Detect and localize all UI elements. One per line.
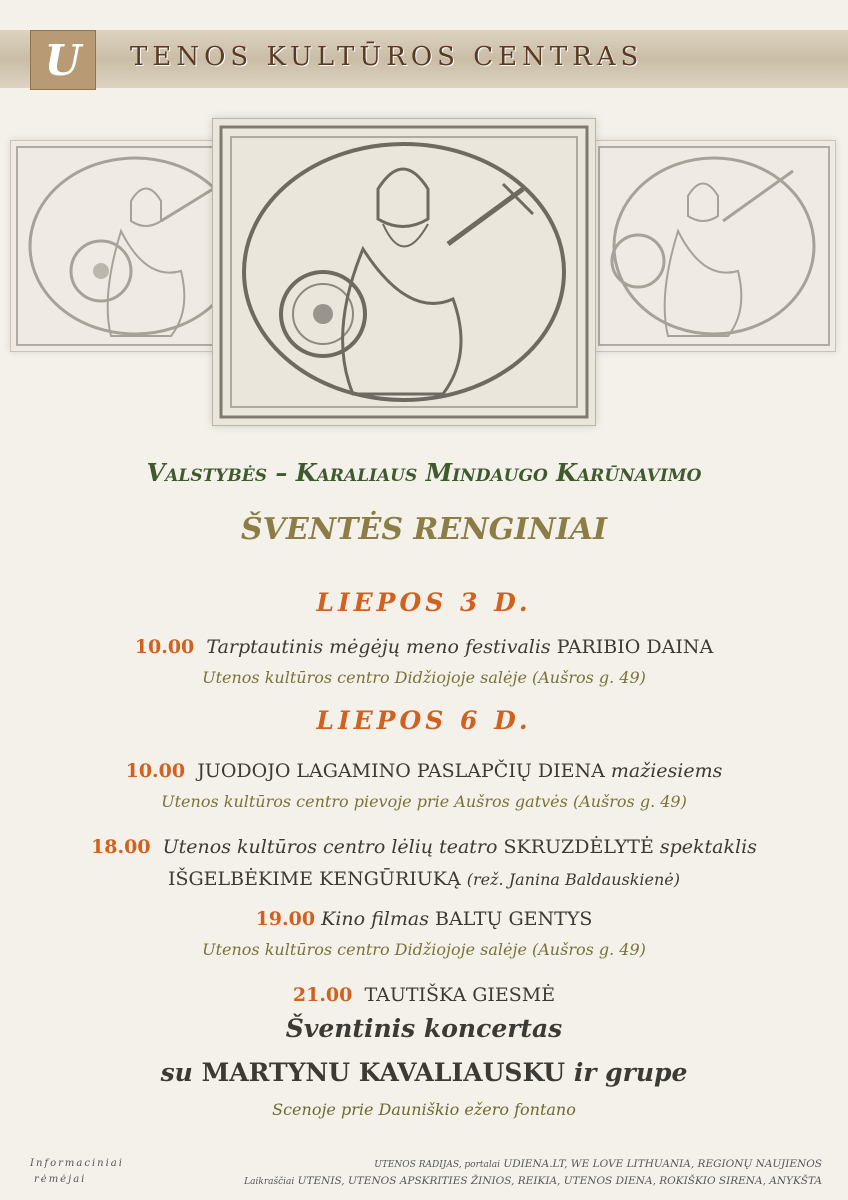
event-skruzdelyte — [0, 836, 848, 858]
date-july-6: LIEPOS 6 D. — [316, 706, 532, 735]
performer-prefix: su — [160, 1058, 193, 1087]
sponsors-line2-prefix: Laikraščiai — [244, 1177, 295, 1187]
event-name: TAUTIŠKA GIESMĖ — [364, 984, 556, 1006]
event-venue: Utenos kultūros centro Didžiojoje salėje (Aušros g. 49) — [202, 668, 646, 687]
event-venue: Utenos kultūros centro Didžiojoje salėje (Aušros g. 49) — [202, 940, 646, 959]
event-juodojo-lagamino — [0, 760, 848, 782]
event-tautiska-giesme — [0, 984, 848, 1006]
event-suffix: mažiesiems — [610, 760, 723, 782]
event-venue: Utenos kultūros centro pievoje prie Aušros gatvės (Aušros g. 49) — [161, 792, 687, 811]
event-time: 10.00 — [134, 636, 195, 658]
event-title: Kino filmas — [321, 908, 429, 930]
event-title: Tarptautinis mėgėjų meno festivalis — [206, 636, 551, 658]
event-suffix: spektaklis — [659, 836, 757, 858]
director-note: (rež. Janina Baldauskienė) — [466, 870, 681, 889]
organization-title: TENOS KULTŪROS CENTRAS — [130, 42, 644, 72]
sponsors-label-line1: Informaciniai — [30, 1158, 124, 1169]
event-time: 21.00 — [292, 984, 353, 1006]
heading-occasion: Valstybės – Karaliaus Mindaugo Karūnavimo — [146, 458, 702, 487]
event-name: SKRUZDĖLYTĖ — [503, 836, 654, 858]
event-title: Utenos kultūros centro lėlių teatro — [162, 836, 498, 858]
heading-events: ŠVENTĖS RENGINIAI — [240, 512, 608, 547]
sponsors-line1-prefix: UTENOS RADIJAS, portalai — [374, 1160, 501, 1170]
event-time: 18.00 — [91, 836, 151, 858]
event-performance-title — [0, 868, 848, 890]
performance-name: IŠGELBĖKIME KENGŪRIUKĄ — [167, 868, 461, 890]
king-engraving-right — [592, 140, 836, 352]
logo-letter: U — [44, 35, 82, 85]
performer-suffix: ir grupe — [573, 1058, 688, 1087]
logo — [30, 30, 96, 90]
event-venue: Scenoje prie Dauniškio ežero fontano — [272, 1100, 576, 1119]
event-baltu-gentys — [0, 908, 848, 930]
sponsors-line2 — [172, 1173, 822, 1190]
event-name: JUODOJO LAGAMINO PASLAPČIŲ DIENA — [197, 760, 605, 782]
event-name: BALTŲ GENTYS — [435, 908, 593, 930]
event-paribio-daina — [0, 636, 848, 658]
event-name: PARIBIO DAINA — [556, 636, 714, 658]
performer-name: MARTYNU KAVALIAUSKU — [201, 1058, 566, 1087]
sponsors-line2-list: UTENIS, UTENOS APSKRITIES ŽINIOS, REIKIA, UTENOS DIENA, ROKIŠKIO SIRENA, ANYKŠTA — [297, 1175, 822, 1187]
footer-sponsors-label — [30, 1156, 170, 1188]
king-engraving-center — [212, 118, 596, 426]
event-time: 19.00 — [255, 908, 316, 930]
concert-performer — [0, 1058, 848, 1087]
footer-sponsors-list — [172, 1156, 822, 1190]
concert-title: Šventinis koncertas — [285, 1014, 563, 1043]
sponsors-line1 — [172, 1156, 822, 1173]
sponsors-label-line2: rėmėjai — [34, 1174, 87, 1185]
date-july-3: LIEPOS 3 D. — [316, 588, 532, 617]
event-time: 10.00 — [125, 760, 186, 782]
sponsors-line1-list: UDIENA.LT, WE LOVE LITHUANIA, REGIONŲ NAUJIENOS — [503, 1158, 822, 1170]
